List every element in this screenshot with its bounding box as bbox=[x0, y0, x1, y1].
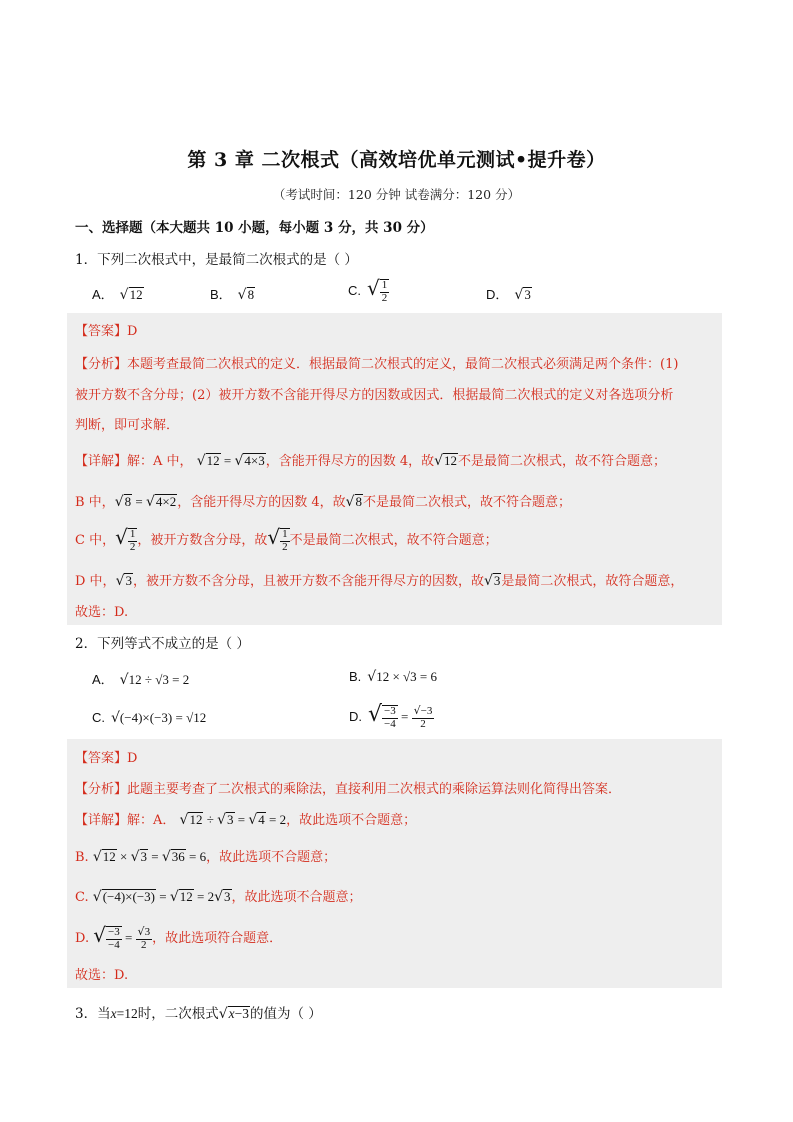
q1-solution-box bbox=[67, 313, 722, 625]
q2-detail-a: 【详解】解：A． √12 ÷ √3 = √4 = 2，故此选项不合题意； bbox=[75, 812, 417, 828]
q2-detail-b: B. √12 × √3 = √36 = 6，故此选项不合题意； bbox=[75, 849, 337, 865]
q2-option-b[interactable]: B. √12 × √3 = 6 bbox=[349, 669, 438, 685]
option-label: D. bbox=[349, 709, 362, 724]
q1-analysis-2: 被开方数不含分母；(2）被开方数不含能开得尽方的因数或因式．根据最简二次根式的定义对各选项分析 bbox=[75, 388, 674, 403]
option-equation: 12 × √3 = 6 bbox=[376, 669, 438, 684]
option-label: D． bbox=[486, 287, 509, 302]
option-value: 3 bbox=[524, 287, 531, 302]
question-2-stem: 2．下列等式不成立的是（ ） bbox=[75, 636, 250, 652]
q1-option-c[interactable]: C. √ $\frac{1}{2}$ bbox=[348, 276, 388, 305]
q1-detail-a: 【详解】解：A 中， √12 = √4×3，含能开得尽方的因数 4，故√12不是最简二次根式，故不符合题意； bbox=[75, 453, 667, 469]
q1-answer: 【答案】D bbox=[75, 324, 138, 339]
question-1-stem: 1．下列二次根式中，是最简二次根式的是（ ） bbox=[75, 252, 358, 268]
option-value: 12 bbox=[129, 287, 143, 302]
option-equation: (−4)×(−3) = √12 bbox=[119, 710, 207, 725]
q1-analysis-3: 判断，即可求解． bbox=[75, 418, 180, 433]
q2-option-d[interactable]: D. √ $\frac{-3}{-4}$ = $\frac{√-3}{2}$ bbox=[349, 702, 433, 731]
option-label: B. bbox=[349, 669, 362, 684]
q1-analysis-1: 【分析】本题考查最简二次根式的定义．根据最简二次根式的定义，最简二次根式必须满足两个条件：(1) bbox=[75, 357, 679, 372]
q1-detail-c: C 中，√ $\frac{1}{2}$ ，被开方数含分母，故√ $\frac{1}{2}$ 不是最简二次根式，故不符合题意； bbox=[75, 525, 498, 554]
fraction-numerator: 1 bbox=[381, 279, 388, 292]
option-value: 8 bbox=[247, 287, 255, 302]
option-label: A． bbox=[92, 672, 114, 687]
option-label: C. bbox=[92, 710, 105, 725]
q2-option-a[interactable]: A． √12 ÷ √3 = 2 bbox=[92, 672, 190, 688]
question-3-stem: 3．当x=12时，二次根式√x−3的值为（ ） bbox=[75, 1006, 322, 1022]
q2-solution-box bbox=[67, 739, 722, 988]
fraction-denominator: 2 bbox=[381, 292, 388, 305]
q2-option-c[interactable]: C. √(−4)×(−3) = √12 bbox=[92, 710, 207, 726]
q2-choose: 故选：D. bbox=[75, 968, 129, 983]
option-label: A． bbox=[92, 287, 114, 302]
option-label: C. bbox=[348, 283, 361, 298]
page-title: 第 3 章 二次根式（高效培优单元测试•提升卷） bbox=[187, 149, 606, 171]
section-heading: 一、选择题（本大题共 10 小题，每小题 3 分，共 30 分） bbox=[75, 220, 434, 236]
exam-info: （考试时间：120 分钟 试卷满分：120 分） bbox=[272, 187, 521, 202]
q2-detail-d: D. √ $\frac{-3}{-4}$ = $\frac{√3}{2}$ ，故此选项符合题意． bbox=[75, 923, 283, 952]
option-equation: 12 ÷ √3 = 2 bbox=[128, 672, 190, 687]
q1-option-d[interactable]: D． √3 bbox=[486, 287, 531, 303]
q1-detail-d: D 中，√3，被开方数不含分母，且被开方数不含能开得尽方的因数，故√3是最简二次根式，故符合题意， bbox=[75, 573, 684, 589]
q2-analysis: 【分析】此题主要考查了二次根式的乘除法，直接利用二次根式的乘除运算法则化简得出答案． bbox=[75, 782, 622, 797]
q2-detail-c: C. √(−4)×(−3) = √12 = 2√3，故此选项不合题意； bbox=[75, 889, 362, 905]
q1-detail-b: B 中，√8 = √4×2，含能开得尽方的因数 4，故√8不是最简二次根式，故不符合题意； bbox=[75, 494, 572, 510]
q2-answer: 【答案】D bbox=[75, 751, 138, 766]
option-label: B． bbox=[210, 287, 232, 302]
q1-option-b[interactable]: B． √8 bbox=[210, 287, 255, 303]
q1-choose: 故选：D. bbox=[75, 605, 129, 620]
q1-option-a[interactable]: A． √12 bbox=[92, 287, 143, 303]
